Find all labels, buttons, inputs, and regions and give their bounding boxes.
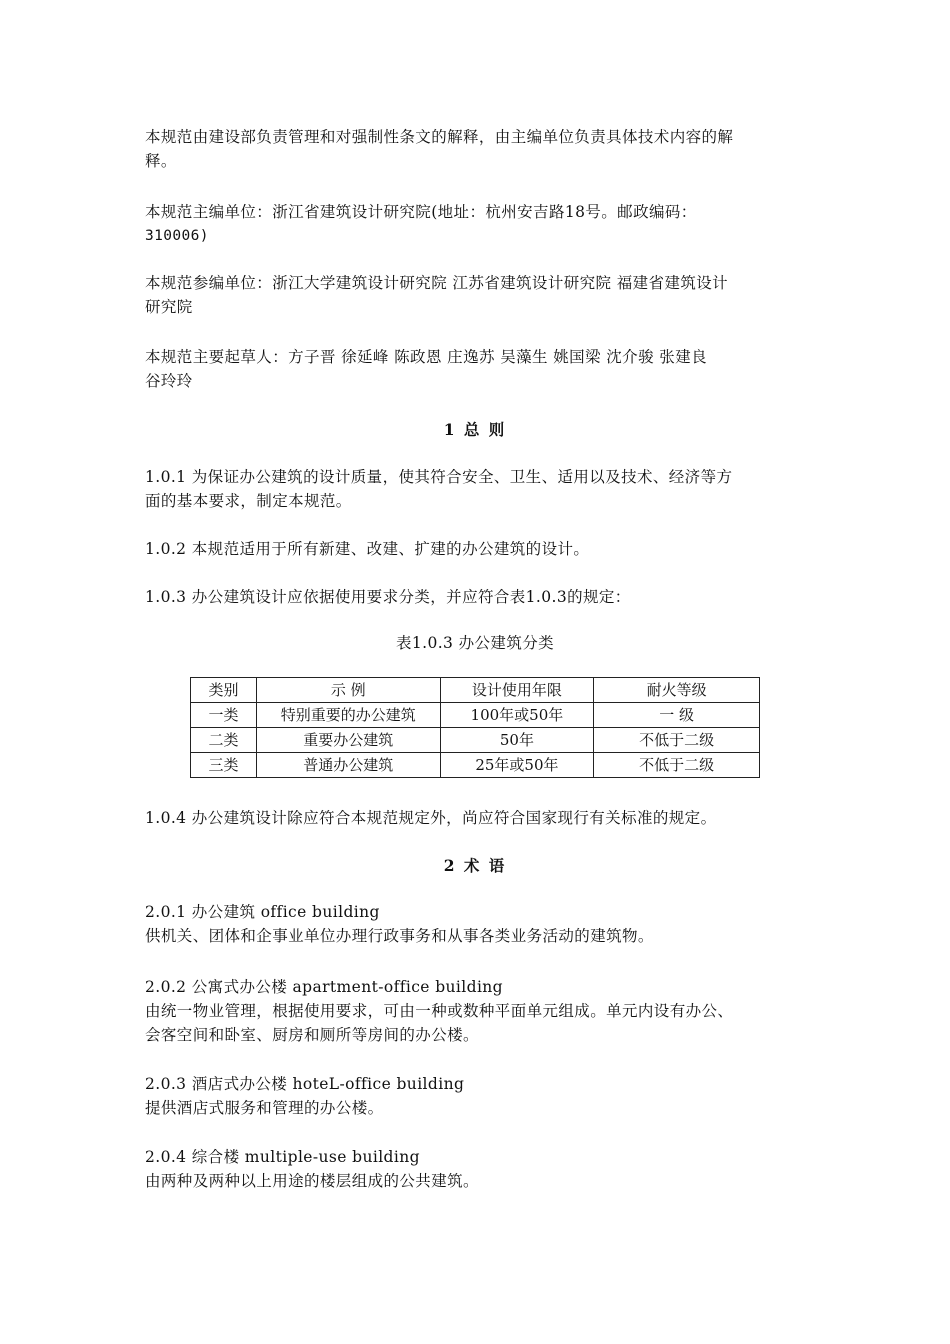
table-cell: 100年或50年: [440, 703, 594, 728]
table-cell: 普通办公建筑: [256, 753, 440, 778]
term-definition: 会客空间和卧室、厨房和厕所等房间的办公楼。: [145, 1026, 479, 1044]
clause-1-0-1: [145, 465, 805, 513]
text-line: 面的基本要求，制定本规范。: [145, 492, 352, 510]
term-definition: 由两种及两种以上用途的楼层组成的公共建筑。: [145, 1172, 479, 1190]
table-cell: 一 级: [594, 703, 760, 728]
table-cell: 一类: [191, 703, 257, 728]
table-cell: 50年: [440, 728, 594, 753]
term-2-0-1: [145, 900, 805, 948]
term-title: 2.0.2 公寓式办公楼 apartment-office building: [145, 978, 504, 996]
header-example: 示 例: [256, 678, 440, 703]
chapter-2-heading: 2 术 语: [443, 856, 507, 875]
term-definition: 由统一物业管理，根据使用要求，可由一种或数种平面单元组成。单元内设有办公、: [145, 1002, 734, 1020]
chapter-1-heading: 1 总 则: [443, 420, 507, 439]
header-service-life: 设计使用年限: [440, 678, 594, 703]
text-line: 1.0.1 为保证办公建筑的设计质量，使其符合安全、卫生、适用以及技术、经济等方: [145, 468, 733, 486]
text-line: 310006): [145, 228, 209, 244]
clause-1-0-2: 1.0.2 本规范适用于所有新建、改建、扩建的办公建筑的设计。: [145, 540, 590, 558]
text-line: 本规范参编单位：浙江大学建筑设计研究院 江苏省建筑设计研究院 福建省建筑设计: [145, 274, 729, 292]
table-header-row: [191, 678, 760, 703]
term-definition: 提供酒店式服务和管理的办公楼。: [145, 1099, 384, 1117]
table-row: [191, 728, 760, 753]
office-building-classification-table: [190, 677, 760, 778]
drafters-paragraph: [145, 345, 805, 393]
text-line: 释。: [145, 152, 177, 170]
term-title: 2.0.3 酒店式办公楼 hoteL-office building: [145, 1075, 465, 1093]
term-2-0-2: [145, 975, 805, 1047]
intro-management-paragraph: [145, 125, 805, 173]
table-cell: 二类: [191, 728, 257, 753]
table-cell: 三类: [191, 753, 257, 778]
term-title: 2.0.1 办公建筑 office building: [145, 903, 380, 921]
table-cell: 不低于二级: [594, 753, 760, 778]
text-line: 本规范主要起草人：方子晋 徐延峰 陈政恩 庄逸苏 吴藻生 姚国梁 沈介骏 张建良: [145, 348, 707, 366]
text-line: 谷玲玲: [145, 372, 193, 390]
table-caption: 表1.0.3 办公建筑分类: [395, 634, 555, 652]
term-2-0-3: [145, 1072, 805, 1120]
term-2-0-4: [145, 1145, 805, 1193]
term-title: 2.0.4 综合楼 multiple-use building: [145, 1148, 420, 1166]
header-fire-rating: 耐火等级: [594, 678, 760, 703]
header-category: 类别: [191, 678, 257, 703]
table-cell: 25年或50年: [440, 753, 594, 778]
table-row: [191, 753, 760, 778]
text-line: 本规范由建设部负责管理和对强制性条文的解释，由主编单位负责具体技术内容的解: [145, 128, 734, 146]
table-cell: 不低于二级: [594, 728, 760, 753]
clause-1-0-3: 1.0.3 办公建筑设计应依据使用要求分类，并应符合表1.0.3的规定：: [145, 588, 631, 606]
text-line: 研究院: [145, 298, 193, 316]
table-row: [191, 703, 760, 728]
clause-1-0-4: 1.0.4 办公建筑设计除应符合本规范规定外，尚应符合国家现行有关标准的规定。: [145, 809, 717, 827]
participating-units-paragraph: [145, 271, 805, 319]
chief-editor-paragraph: [145, 200, 805, 248]
text-line: 本规范主编单位：浙江省建筑设计研究院(地址：杭州安吉路18号。邮政编码：: [145, 203, 697, 221]
table-cell: 重要办公建筑: [256, 728, 440, 753]
table-cell: 特别重要的办公建筑: [256, 703, 440, 728]
term-definition: 供机关、团体和企事业单位办理行政事务和从事各类业务活动的建筑物。: [145, 927, 654, 945]
